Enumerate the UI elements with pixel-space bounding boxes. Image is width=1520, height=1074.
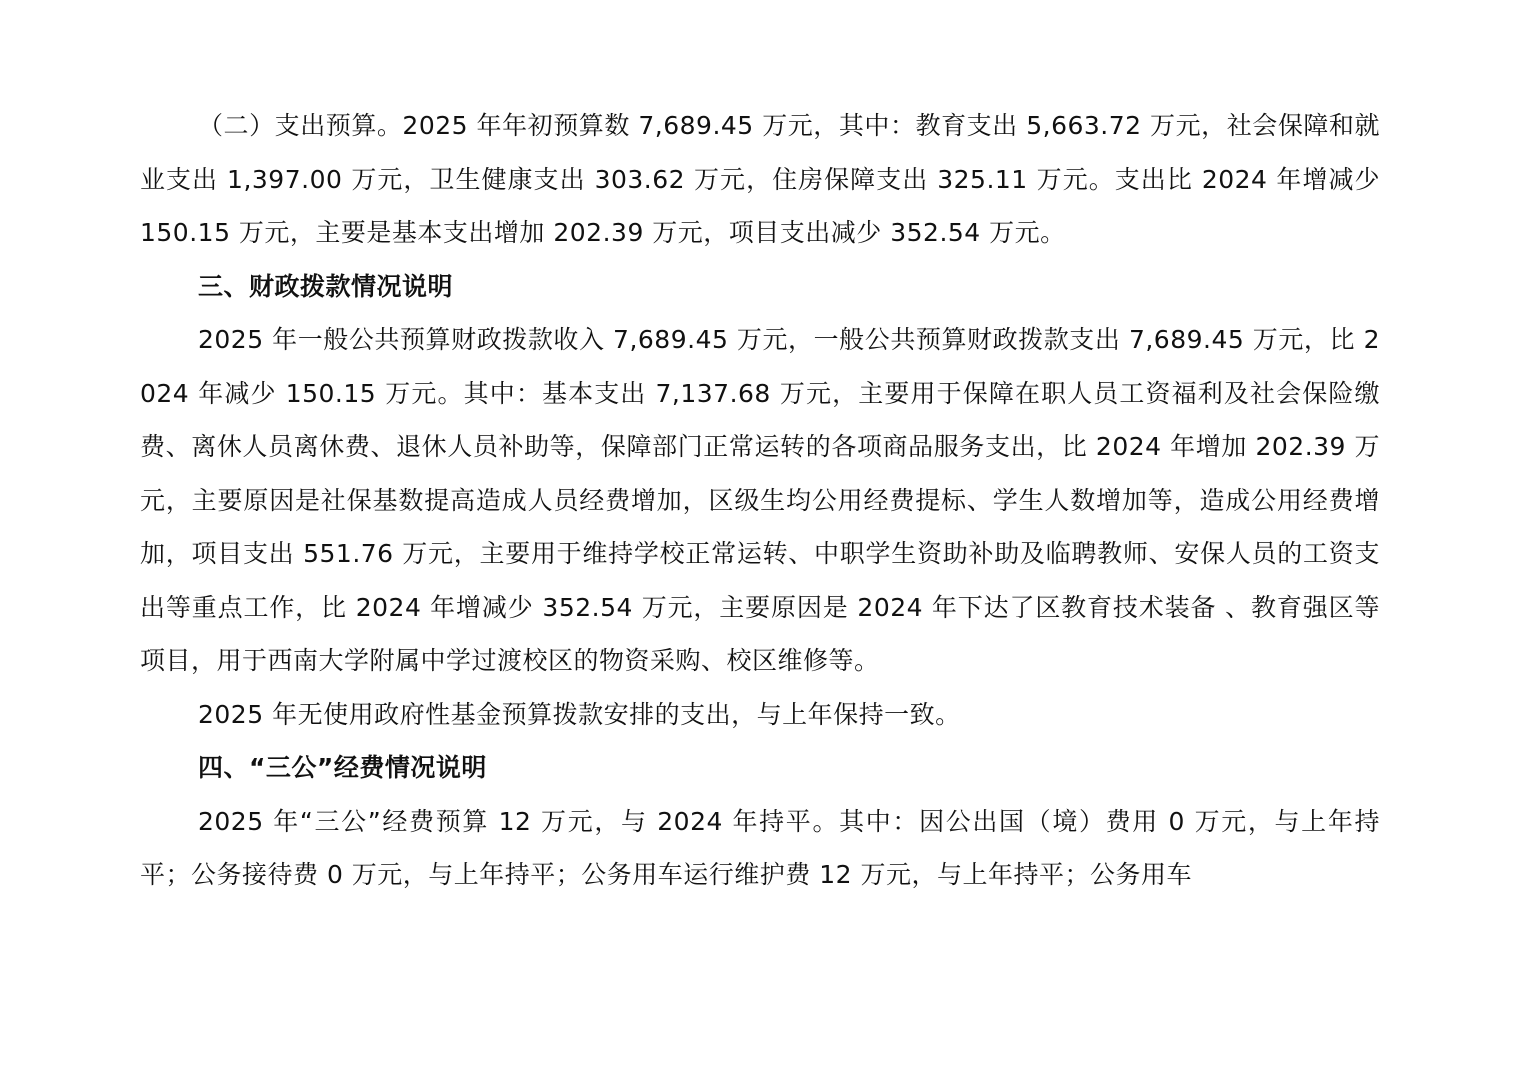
fiscal-appropriation-paragraph: 2025 年一般公共预算财政拨款收入 7,689.45 万元，一般公共预算财政拨款支出 7,689.45 万元，比 2024 年减少 150.15 万元。其中：基本支出 7,137.68 万元，主要用于保障在职人员工资福利及社会保险缴费、离休人员离休费、退休人员补助等，保障部门正常运转的各项商品服务支出，比 2024 年增加 202.39 万元，主要原因是社保基数提高造成人员经费增加，区级生均公用经费提标、学生人数增加等，造成公用经费增加，项目支出 551.76 万元，主要用于维持学校正常运转、中职学生资助补助及临聘教师、安保人员的工资支出等重点工作，比 2024 年增减少 352.54 万元，主要原因是 2024 年下达了区教育技术装备 、教育强区等项目，用于西南大学附属中学过渡校区的物资采购、校区维修等。	[140, 325, 1380, 675]
government-fund-paragraph: 2025 年无使用政府性基金预算拨款安排的支出，与上年保持一致。	[198, 699, 961, 729]
three-public-expenses-paragraph: 2025 年“三公”经费预算 12 万元，与 2024 年持平。其中：因公出国（境）费用 0 万元，与上年持平；公务接待费 0 万元，与上年持平；公务用车运行维护费 12 万元，与上年持平；公务用车	[140, 806, 1380, 889]
document-page	[140, 99, 1380, 902]
section-heading-three-public-expenses: 四、“三公”经费情况说明	[198, 753, 487, 782]
section-heading-fiscal-appropriation: 三、财政拨款情况说明	[198, 271, 454, 301]
expenditure-budget-paragraph: （二）支出预算。2025 年年初预算数 7,689.45 万元，其中：教育支出 5,663.72 万元，社会保障和就业支出 1,397.00 万元，卫生健康支出 303.62 万元，住房保障支出 325.11 万元。支出比 2024 年增减少 150.15 万元，主要是基本支出增加 202.39 万元，项目支出减少 352.54 万元。	[140, 111, 1380, 247]
